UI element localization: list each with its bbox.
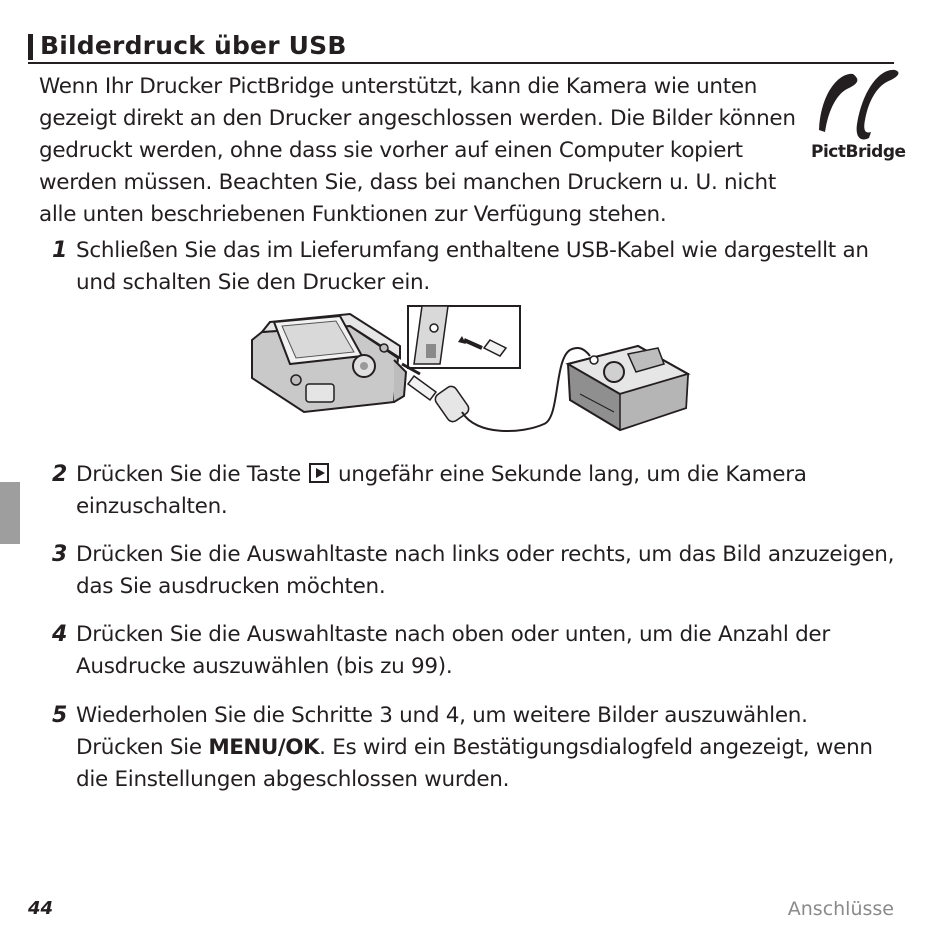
play-icon	[309, 463, 329, 483]
step-text-after: ungefähr eine Sekunde lang, um die Kamera einzuschalten.	[76, 462, 807, 519]
step-number: 1	[52, 238, 68, 263]
printer-illustration	[568, 346, 688, 430]
pictbridge-swoosh-icon	[811, 68, 899, 144]
step-text: Drücken Sie die Auswahltaste nach oben oder unten, um die Anzahl der Ausdrucke auszuwählen (bis zu 99).	[76, 622, 830, 679]
step-1	[52, 235, 896, 299]
step-4	[52, 619, 896, 683]
section-name: Anschlüsse	[787, 898, 894, 920]
step-number: 3	[52, 542, 68, 567]
step-text: Schließen Sie das im Lieferumfang enthaltene USB-Kabel wie dargestellt an und schalten Sie den Drucker ein.	[76, 238, 869, 295]
step-number: 5	[52, 703, 68, 728]
step-text-after: . Es wird ein Bestätigungsdialogfeld angezeigt, wenn die Einstellungen abgeschlossen wurden.	[76, 735, 873, 792]
step-3	[52, 539, 896, 603]
port-detail-inset	[408, 306, 520, 368]
chapter-tab	[0, 482, 20, 544]
pictbridge-logo-text: PictBridge	[811, 142, 906, 162]
step-number: 2	[52, 462, 68, 487]
step-2	[52, 459, 896, 523]
camera-illustration	[252, 314, 406, 412]
pictbridge-logo	[811, 68, 906, 168]
step-text-before: Drücken Sie die Taste	[76, 462, 301, 487]
usb-connection-illustration	[244, 300, 694, 440]
page-number: 44	[28, 898, 54, 919]
step-5	[52, 700, 896, 796]
page-title: Bilderdruck über USB	[40, 31, 347, 60]
intro-paragraph: Wenn Ihr Drucker PictBridge unterstützt, kann die Kamera wie unten gezeigt direkt an den Drucker angeschlossen werden. Die Bilder können gedruckt werden, ohne dass sie vorher auf einen Computer kopiert werden müssen. Beachten Sie, dass bei manchen Druckern u. U. nicht alle unten beschriebenen Funktionen zur Verfügung stehen.	[39, 74, 796, 227]
step-number: 4	[52, 622, 68, 647]
section-header	[28, 32, 894, 64]
menu-ok-button-label: MENU/OK	[208, 735, 320, 760]
step-text-before: Wiederholen Sie die Schritte 3 und 4, um weitere Bilder auszuwählen. Drücken Sie	[76, 703, 808, 760]
step-text: Drücken Sie die Auswahltaste nach links oder rechts, um das Bild anzuzeigen, das Sie ausdrucken möchten.	[76, 542, 895, 599]
title-marker	[28, 34, 33, 60]
